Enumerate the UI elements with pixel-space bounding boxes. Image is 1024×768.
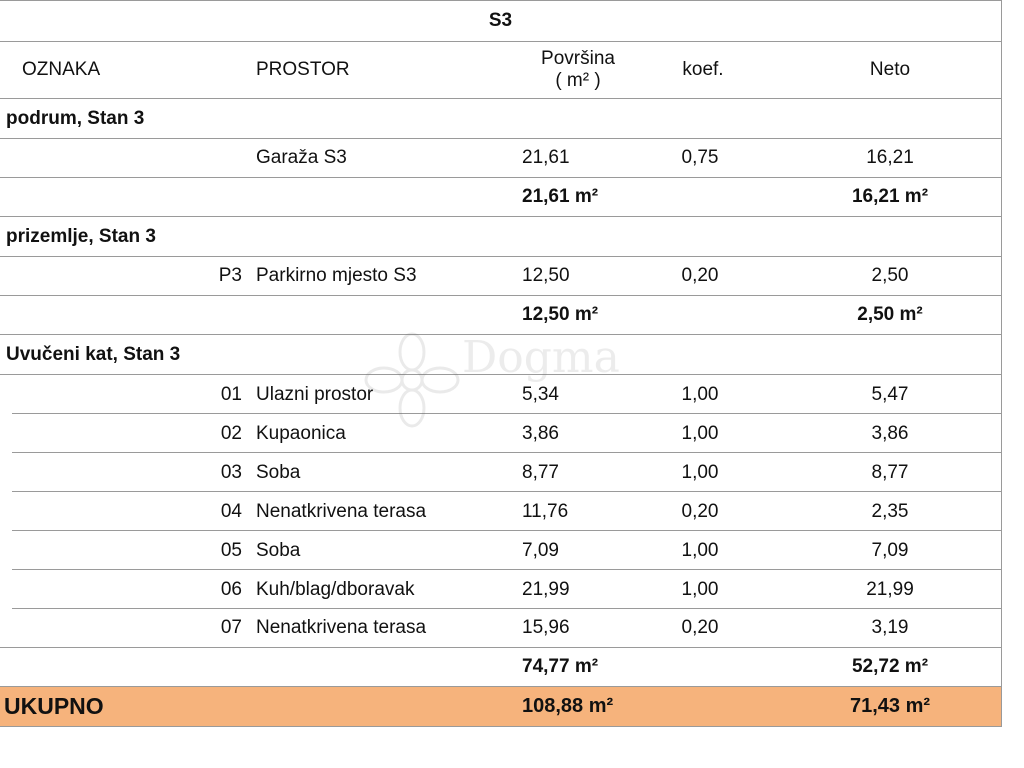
row-oznaka — [0, 139, 242, 177]
header-povrsina-line1: Površina — [541, 48, 615, 69]
table-row — [0, 492, 1001, 531]
row-prostor: Ulazni prostor — [256, 383, 374, 405]
row-neto: 3,19 — [871, 617, 909, 638]
total-net: 71,43 m² — [849, 695, 931, 717]
row-prostor: Kupaonica — [256, 422, 346, 444]
row-oznaka: 07 — [220, 617, 242, 638]
header-koef: koef. — [682, 59, 724, 80]
row-oznaka: 02 — [220, 422, 242, 444]
subtotal-area: 21,61 m² — [522, 186, 599, 207]
subtotal-area: 74,77 m² — [522, 656, 599, 677]
table-row — [0, 414, 1001, 453]
row-neto: 2,50 — [871, 265, 909, 286]
total-area: 108,88 m² — [522, 695, 614, 717]
grand-total-row — [0, 687, 1001, 727]
table-right-border — [1001, 0, 1002, 727]
row-neto: 8,77 — [871, 461, 909, 483]
row-koef: 1,00 — [681, 383, 719, 405]
header-povrsina — [520, 42, 636, 98]
row-oznaka: P3 — [218, 265, 242, 286]
row-oznaka: 05 — [220, 539, 242, 561]
row-koef: 0,20 — [681, 500, 719, 522]
table-title: S3 — [488, 10, 513, 31]
watermark-text: Dogma — [462, 332, 620, 383]
row-povrsina: 7,09 — [522, 539, 559, 561]
section-label: podrum, Stan 3 — [6, 107, 145, 129]
row-oznaka: 06 — [220, 578, 242, 600]
subtotal-area: 12,50 m² — [522, 304, 599, 325]
row-povrsina: 15,96 — [522, 617, 570, 638]
subtotal-net: 2,50 m² — [857, 304, 923, 325]
row-oznaka: 03 — [220, 461, 242, 483]
row-povrsina: 8,77 — [522, 461, 559, 483]
row-povrsina: 5,34 — [522, 383, 559, 405]
section-header-uvuceni-kat — [0, 335, 1001, 375]
row-koef: 1,00 — [681, 578, 719, 600]
table-row — [0, 570, 1001, 609]
header-neto: Neto — [869, 59, 911, 80]
subtotal-row — [0, 648, 1001, 687]
subtotal-net: 52,72 m² — [851, 656, 929, 677]
header-prostor: PROSTOR — [256, 59, 350, 80]
row-neto: 7,09 — [871, 539, 909, 561]
table-row — [0, 257, 1001, 296]
row-prostor: Nenatkrivena terasa — [256, 617, 427, 638]
table-row — [0, 531, 1001, 570]
table-row — [0, 609, 1001, 648]
row-povrsina: 21,99 — [522, 578, 570, 600]
total-label: UKUPNO — [4, 693, 104, 719]
row-oznaka: 04 — [220, 500, 242, 522]
section-label: prizemlje, Stan 3 — [6, 225, 156, 247]
row-oznaka: 01 — [220, 383, 242, 405]
section-header-prizemlje — [0, 217, 1001, 257]
row-neto: 5,47 — [871, 383, 909, 405]
row-koef: 0,75 — [681, 147, 719, 168]
section-label: Uvučeni kat, Stan 3 — [6, 343, 181, 365]
row-povrsina: 3,86 — [522, 422, 559, 444]
header-povrsina-line2: ( m² ) — [555, 70, 601, 91]
row-prostor: Nenatkrivena terasa — [256, 500, 427, 522]
table-row — [0, 453, 1001, 492]
row-povrsina: 12,50 — [522, 265, 570, 286]
row-prostor: Garaža S3 — [256, 147, 347, 168]
table-row — [0, 139, 1001, 178]
row-prostor: Soba — [256, 539, 301, 561]
row-povrsina: 11,76 — [522, 500, 569, 522]
header-oznaka: OZNAKA — [22, 59, 101, 80]
table-title-row — [0, 0, 1001, 42]
subtotal-row — [0, 296, 1001, 335]
header-row — [0, 42, 1001, 99]
row-koef: 0,20 — [681, 617, 719, 638]
row-prostor: Kuh/blag/dboravak — [256, 578, 415, 600]
row-koef: 1,00 — [681, 422, 719, 444]
section-header-podrum — [0, 99, 1001, 139]
row-koef: 1,00 — [681, 539, 719, 561]
table-row — [0, 375, 1001, 414]
row-prostor: Soba — [256, 461, 301, 483]
row-koef: 1,00 — [681, 461, 719, 483]
subtotal-row — [0, 178, 1001, 217]
row-neto: 16,21 — [866, 147, 914, 168]
row-povrsina: 21,61 — [522, 147, 570, 168]
row-prostor: Parkirno mjesto S3 — [256, 265, 417, 286]
row-neto: 2,35 — [871, 500, 909, 522]
row-neto: 21,99 — [866, 578, 914, 600]
row-koef: 0,20 — [681, 265, 719, 286]
row-neto: 3,86 — [871, 422, 909, 444]
subtotal-net: 16,21 m² — [851, 186, 929, 207]
